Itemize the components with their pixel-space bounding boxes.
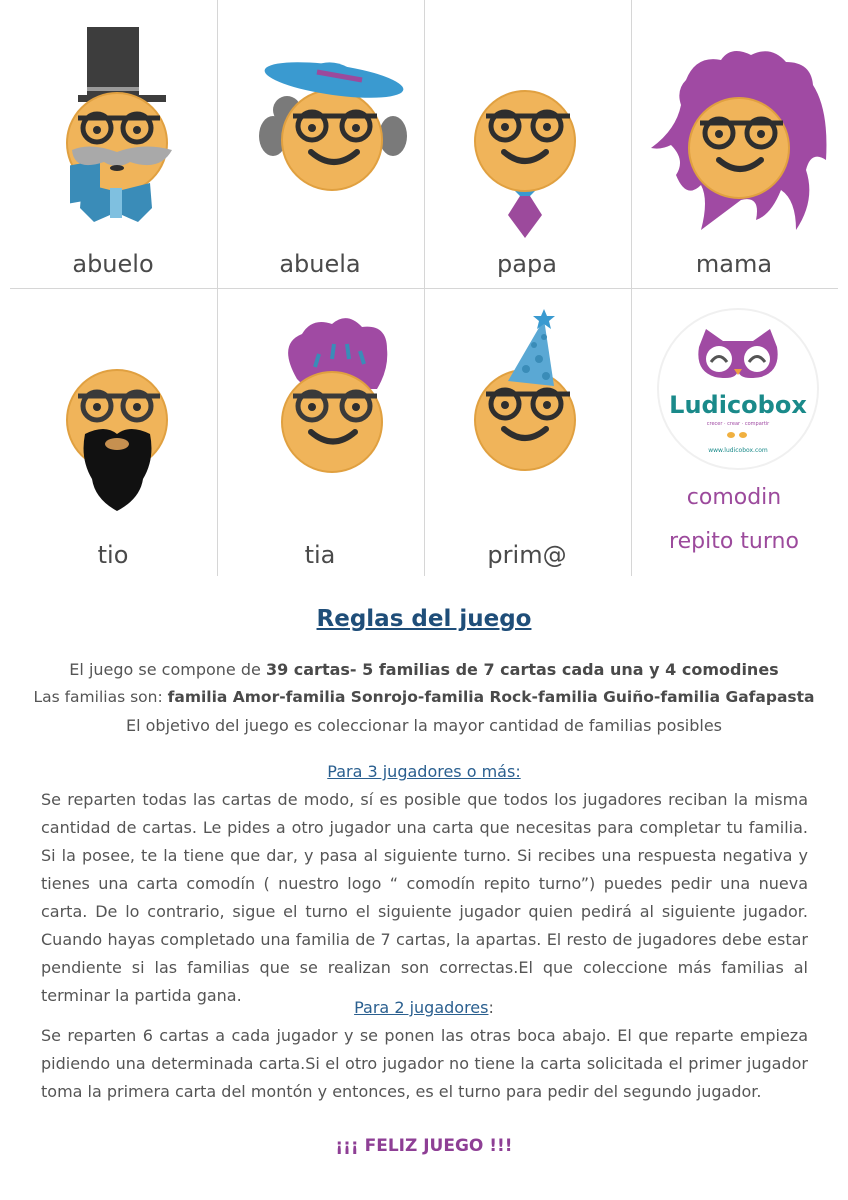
card-label: papa <box>497 250 557 278</box>
section-2-heading <box>0 998 848 1017</box>
card-abuelo <box>10 0 216 288</box>
card-tia <box>217 289 423 577</box>
grandmother-icon <box>217 0 423 288</box>
brand-tagline: crecer · crear · compartir <box>706 421 770 427</box>
aunt-icon <box>217 289 423 577</box>
section-3plus-text: Se reparten todas las cartas de modo, sí es posible que todos los jugadores reciban la misma cantidad de cartas. Le pides a otro jugador una carta que necesitas para completar tu familia. Si la posee, te la tiene que dar, y pasa al siguiente turno. Si recibes una respuesta negativa y tienes una carta comodín ( nuestro logo “ comodín repito turno”) puedes pedir una nueva carta. De lo contrario, sigue el turno el siguiente jugador quien pedirá al siguiente jugador. Cuando hayas completado una familia de 7 cartas, la apartas. El resto de jugadores debe estar pendiente si las familias que se realizan son correctas.El que coleccione más familias al terminar la partida gana. <box>41 790 808 1005</box>
intro-line-1-bold: 39 cartas- 5 familias de 7 cartas cada una y 4 comodines <box>265 660 779 679</box>
brand-url: www.ludicobox.com <box>708 447 768 454</box>
repito-turno-label: repito turno <box>669 529 799 554</box>
card-label: tia <box>304 541 336 569</box>
card-comodin <box>631 289 837 577</box>
comodin-label: comodin <box>686 485 782 510</box>
intro-line-2 <box>0 688 848 706</box>
card-label: abuela <box>279 250 361 278</box>
card-papa <box>424 0 630 288</box>
intro-line-3: El objetivo del juego es coleccionar la mayor cantidad de familias posibles <box>126 716 722 735</box>
card-primo <box>424 289 630 577</box>
card-label: mama <box>695 250 773 278</box>
section-3plus-heading <box>0 762 848 781</box>
card-tio <box>10 289 216 577</box>
families-list: familia Amor-familia Sonrojo-familia Rock-familia Guiño-familia Gafapasta <box>167 688 815 706</box>
section-2-heading-colon: : <box>488 998 494 1017</box>
section-3plus-heading-text: Para 3 jugadores o más: <box>327 762 521 781</box>
section-2-text: Se reparten 6 cartas a cada jugador y se ponen las otras boca abajo. El que reparte empieza pidiendo una determinada carta.Si el otro jugador no tiene la carta solicitada el primer jugador toma la primera carta del montón y entonces, es el turno para pedir del segundo jugador. <box>41 1026 808 1101</box>
father-icon <box>424 0 630 288</box>
uncle-icon <box>10 289 216 577</box>
closing-message: ¡¡¡ FELIZ JUEGO !!! <box>335 1136 513 1156</box>
cousin-icon <box>424 289 630 577</box>
intro-line-1 <box>0 660 848 679</box>
intro-line-1-text: El juego se compone de <box>69 660 266 679</box>
card-label: tio <box>97 541 129 569</box>
mother-icon <box>631 0 837 288</box>
card-grid <box>10 0 838 578</box>
ludicobox-logo-icon <box>631 289 837 489</box>
card-mama <box>631 0 837 288</box>
card-abuela <box>217 0 423 288</box>
section-2-heading-text: Para 2 jugadores <box>354 998 489 1017</box>
rules-title: Reglas del juego <box>316 606 532 632</box>
card-label: abuelo <box>72 250 154 278</box>
intro-line-2-text: Las familias son: <box>33 688 168 706</box>
card-label: prim@ <box>487 541 567 569</box>
brand-name: Ludicobox <box>669 391 807 419</box>
grandfather-icon <box>10 0 216 288</box>
